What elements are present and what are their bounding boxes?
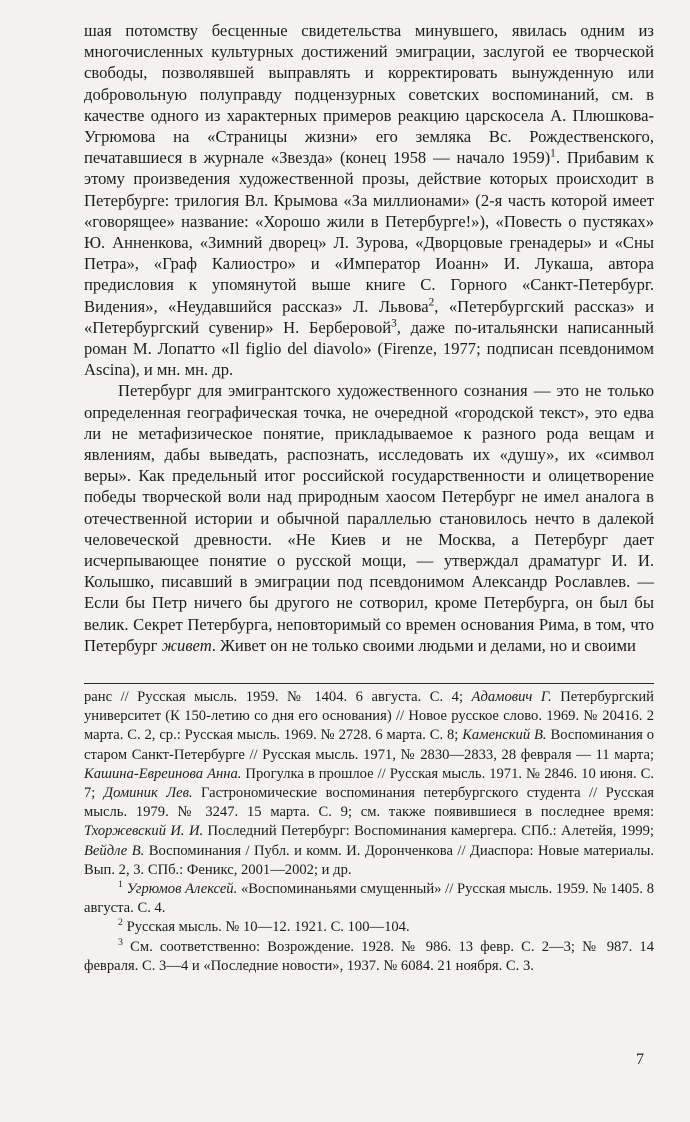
paragraph-continuation: шая потомству бесценные свидетельства минувшего, явилась одним из многочисленных культурных достижений эмиграции, заслугой ее творческой свободы, позволявшей выправлять и корректировать вынужденную или добровольную полуправду подцензурных советских воспоминаний, см. в качестве одного из характерных примеров реакцию царскосела А. Плюшкова-Угрюмова на «Страницы жизни» его земляка Вс. Рождественского, печатавшиеся в журнале «Звезда» (конец 1958 — начало 1959)$^1$. Прибавим к этому произведения художественной прозы, действие которых происходит в Петербурге: трилогия Вл. Крымова «За миллионами» (2-я часть которой имеет «говорящее» название: «Хорошо жили в Петербурге!»), «Повесть о пустяках» Ю. Анненкова, «Зимний дворец» Л. Зурова, «Дворцовые гренадеры» и «Сны Петра», «Граф Калиостро» и «Император Иоанн» И. Лукаша, автора предисловия к упомянутой выше книге С. Горного «Санкт-Петербург. Видения», «Неудавшийся рассказ» Л. Львова$^2$, «Петербургский рассказ» и «Петербургский сувенир» Н. Берберовой$^3$, даже по-итальянски написанный роман М. Лопатто «Il figlio del diavolo» (Firenze, 1977; подписан псевдонимом Ascina), и мн. мн. др. [84, 21, 654, 380]
paragraph-petersburg: Петербург для эмигрантского художественного сознания — это не только определенная географическая точка, не очередной «городской текст», это едва ли не метафизическое понятие, прикладываемое к разного рода вещам и явлениям, дабы выведать, распознать, исследовать их «душу», их «символ веры». Как предельный итог российской государственности и олицетворение победы творческой воли над природным хаосом Петербург не имел аналога в отечественной истории и обычной параллелью становилось нечто в далекой человеческой древности. «Не Киев и не Москва, а Петербург дает исчерпывающее понятие о русской мощи, — утверждал драматург И. И. Колышко, писавший в эмиграции под псевдонимом Александр Рославлев. — Если бы Петр ничего бы другого не сотворил, кроме Петербурга, он был бы велик. Секрет Петербурга, неповторимый со времен основания Рима, в том, что Петербург живет. Живет он не только своими людьми и делами, но и своими [84, 381, 654, 655]
footnote-ref-2: 2 [428, 296, 435, 309]
footnote-ref-1: 1 [550, 147, 556, 160]
footnote-2: $^2$ Русская мысль. № 10—12. 1921. С. 100—104. [118, 917, 410, 936]
main-text [84, 20, 654, 656]
footnote-continuation: ранс // Русская мысль. 1959. № 1404. 6 августа. С. 4; Адамович Г. Петербургский университет (К 150-летию со дня его основания) // Новое русское слово. 1969. № 20416. 2 марта. С. 2, ср.: Русская мысль. 1969. № 2728. 6 марта. С. 8; Каменский В. Воспоминания о старом Санкт-Петербурге // Русская мысль. 1971, № 2830—2833, 28 февраля — 11 марта; Кашина-Евреинова Анна. Прогулка в прошлое // Русская мысль. 1971. № 2846. 10 июня. С. 7; Доминик Лев. Гастрономические воспоминания петербургского студента // Русская мысль. 1979. № 3247. 15 марта. С. 9; см. также появившиеся в последнее время: Тхоржевский И. И. Последний Петербург: Воспоминания камергера. СПб.: Алетейя, 1999; Вейдле В. Воспоминания / Публ. и комм. И. Доронченкова // Диаспора: Новые материалы. Вып. 2, 3. СПб.: Феникс, 2001—2002; и др. [84, 689, 655, 878]
footnote-divider [84, 683, 654, 684]
footnotes [84, 688, 654, 976]
footnote-1: $^1$ Угрюмов Алексей. «Воспоминаньями смущенный» // Русская мысль. 1959. № 1405. 8 августа. С. 4. [84, 879, 655, 917]
page-number: 7 [636, 1051, 644, 1068]
footnote-3: $^3$ См. соответственно: Возрождение. 1928. № 986. 13 февр. С. 2—3; № 987. 14 февраля. С. 3—4 и «Последние новости», 1937. № 6084. 21 ноября. С. 3. [84, 936, 654, 974]
emphasis-zhivet: живет [161, 635, 212, 655]
footnote-ref-3: 3 [391, 317, 397, 330]
